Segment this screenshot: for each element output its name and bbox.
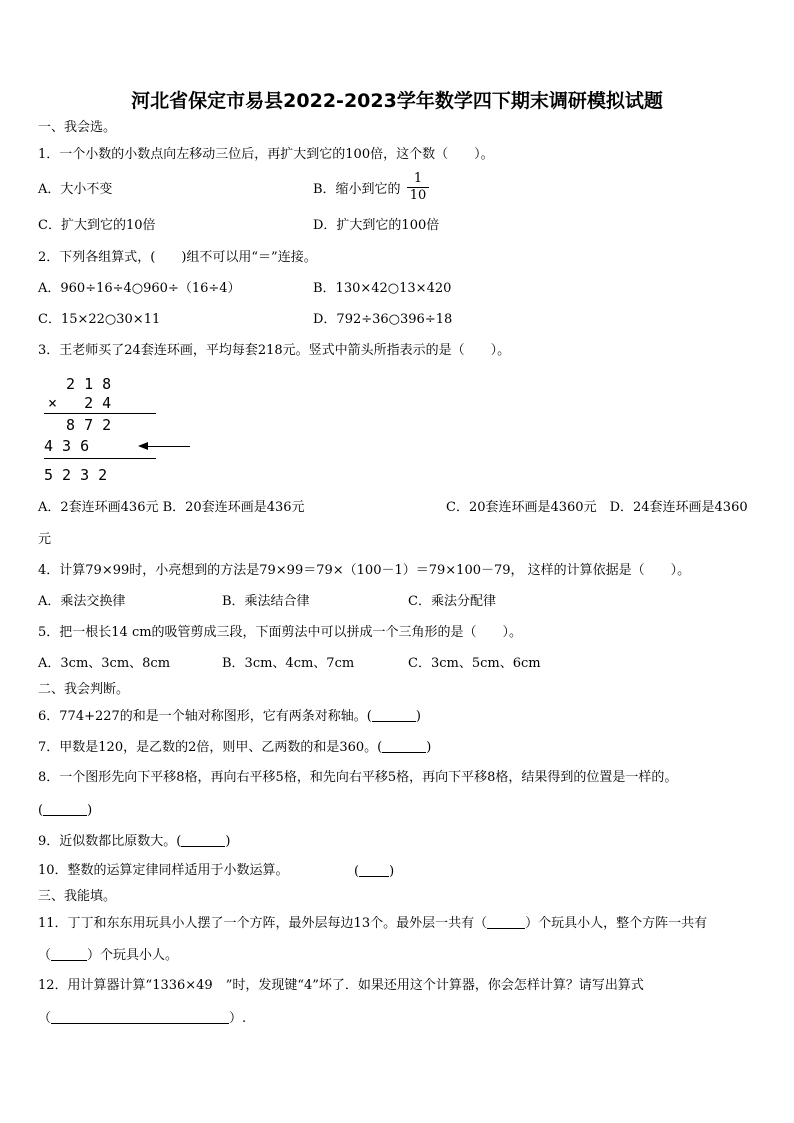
question-5-option-c: C．3cm、5cm、6cm (408, 656, 541, 671)
answer-blank-10[interactable] (359, 862, 389, 877)
question-10-open: ( (354, 864, 360, 879)
question-4-stem: 4．计算79×99时，小亮想到的方法是79×99＝79×（100－1）＝79×100－79， 这样的计算依据是（ ）。 (38, 563, 691, 578)
calc-row-multiplier: × 2 4 (48, 394, 112, 412)
question-2-option-c: C．15×22○30×11 (38, 312, 161, 327)
page-title: 河北省保定市易县2022-2023学年数学四下期末调研模拟试题 (131, 90, 663, 112)
question-1-option-d: D．扩大到它的100倍 (313, 218, 440, 233)
answer-blank-6[interactable] (372, 707, 416, 722)
question-11-close: ）个玩具小人。 (87, 948, 179, 963)
answer-blank-9[interactable] (181, 832, 225, 847)
question-12-open: （ (38, 1011, 52, 1026)
question-3-options-ab: A．2套连环画436元 B．20套连环画是436元 (38, 500, 305, 515)
calc-row-partial-2: 4 3 6 (44, 437, 90, 455)
calc-row-partial-1: 8 7 2 (48, 416, 112, 434)
question-6-close: ) (415, 709, 421, 724)
question-4-option-c: C．乘法分配律 (408, 594, 496, 609)
question-12-text: 12．用计算器计算“1336×49 ”时，发现键“4”坏了．如果还用这个计算器，你会怎样计算？请写出算式 (38, 978, 644, 993)
answer-blank-8[interactable] (43, 801, 87, 816)
question-12-answer (38, 1009, 246, 1028)
question-5-option-b: B．3cm、4cm、7cm (222, 656, 355, 671)
question-5-option-a: A．3cm、3cm、8cm (38, 656, 171, 671)
answer-blank-7[interactable] (382, 738, 426, 753)
arrow-shaft (146, 446, 190, 447)
question-1-fraction (407, 171, 429, 204)
fraction-numerator: 1 (407, 171, 429, 188)
section-heading-judge: 二、我会判断。 (38, 682, 130, 697)
answer-blank-12[interactable] (51, 1009, 229, 1024)
question-6-text: 6．774+227的和是一个轴对称图形，它有两条对称轴。( (38, 709, 372, 724)
calc-rule-2 (44, 458, 156, 459)
answer-blank-11b[interactable] (51, 946, 87, 961)
question-11-line-1 (38, 914, 707, 933)
section-heading-choice: 一、我会选。 (38, 120, 117, 135)
question-8-open: ( (38, 803, 44, 818)
question-11-line-2 (38, 946, 178, 965)
question-1-option-c: C．扩大到它的10倍 (38, 218, 156, 233)
question-1-option-b: B．缩小到它的 (313, 182, 401, 197)
question-3-option-d-wrap: 元 (38, 532, 52, 547)
question-8-answer (38, 801, 92, 820)
question-4-option-b: B．乘法结合律 (222, 594, 310, 609)
question-10-close: ) (389, 864, 395, 879)
question-12-close: ）. (229, 1011, 247, 1026)
calc-rule-1 (44, 413, 156, 414)
question-10-text: 10．整数的运算定律同样适用于小数运算。 (38, 863, 289, 878)
calc-row-multiplicand: 2 1 8 (48, 375, 112, 393)
question-2-option-d: D．792÷36○396÷18 (313, 312, 453, 327)
calc-row-product: 5 2 3 2 (44, 466, 108, 484)
question-5-stem: 5．把一根长14 cm的吸管剪成三段，下面剪法中可以拼成一个三角形的是（ ）。 (38, 625, 523, 640)
answer-blank-11a[interactable] (487, 914, 525, 929)
question-9 (38, 832, 230, 851)
question-10-answer (354, 862, 394, 881)
question-6 (38, 707, 421, 726)
question-7-close: ) (426, 740, 432, 755)
question-2-stem: 2．下列各组算式，( )组不可以用“＝”连接。 (38, 250, 317, 265)
question-9-close: ) (225, 834, 231, 849)
question-9-text: 9．近似数都比原数大。( (38, 834, 182, 849)
question-7 (38, 738, 431, 757)
fraction-denominator: 10 (409, 188, 427, 203)
question-1-stem: 1．一个小数的小数点向左移动三位后，再扩大到它的100倍，这个数（ ）。 (38, 147, 494, 162)
question-8-text: 8．一个图形先向下平移8格，再向右平移5格，和先向右平移5格，再向下平移8格，结果得到的位置是一样的。 (38, 770, 678, 785)
question-7-text: 7．甲数是120，是乙数的2倍，则甲、乙两数的和是360。( (38, 740, 383, 755)
section-heading-fill: 三、我能填。 (38, 889, 117, 904)
question-3-options-cd: C．20套连环画是4360元 D．24套连环画是4360 (446, 500, 748, 515)
question-11-text-a: 11．丁丁和东东用玩具小人摆了一个方阵，最外层每边13个。最外层一共有（ (38, 916, 488, 931)
question-11-text-b: ）个玩具小人，整个方阵一共有 (525, 916, 708, 931)
question-8-close: ) (87, 803, 93, 818)
question-2-option-a: A．960÷16÷4○960÷（16÷4） (38, 281, 241, 296)
question-4-option-a: A．乘法交换律 (38, 594, 126, 609)
question-1-option-a: A．大小不变 (38, 182, 113, 197)
question-11-open: （ (38, 948, 52, 963)
question-2-option-b: B．130×42○13×420 (313, 281, 452, 296)
question-3-stem: 3．王老师买了24套连环画，平均每套218元。竖式中箭头所指表示的是（ ）。 (38, 343, 511, 358)
